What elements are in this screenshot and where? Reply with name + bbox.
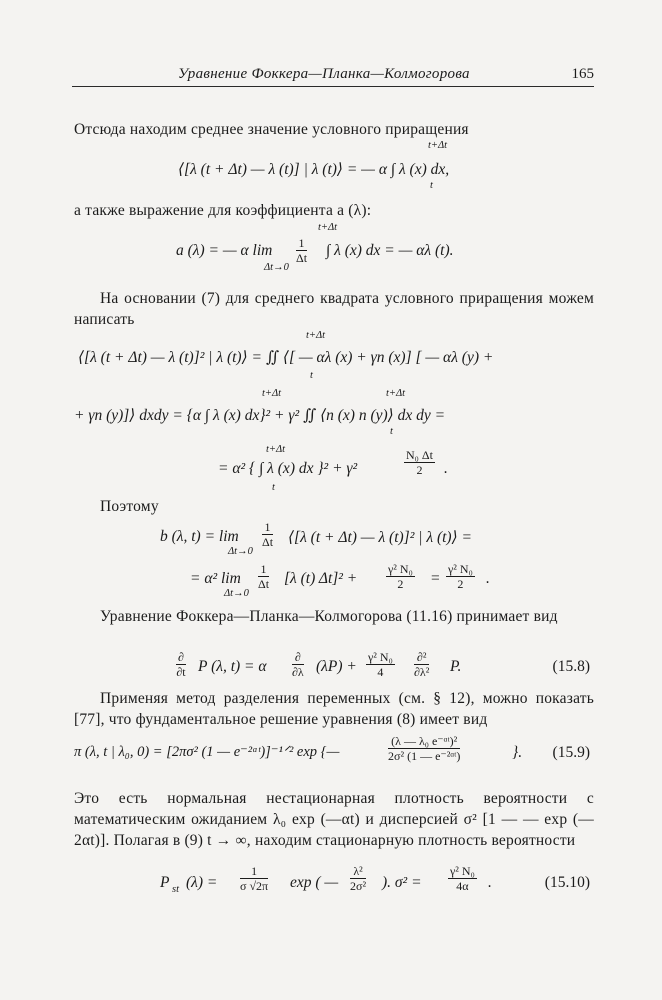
eq4b-fraction-1: $\frac{1}{\Delta t}$	[258, 562, 270, 591]
equation-6-close: }.	[512, 744, 523, 761]
eq7-fraction-1: $\frac{1}{\sigma √2\pi}$	[240, 864, 269, 893]
eq7-subscript: st	[172, 884, 180, 895]
eq3c-fraction: $\frac{\text{N₀ Δt}}{2}$	[406, 448, 433, 477]
paragraph-1: Отсюда находим среднее значение условного приращения	[74, 121, 469, 138]
equation-2-right: ∫ λ (x) dx = — αλ (t).	[326, 242, 454, 259]
eq2-lim-sub: Δt→0	[264, 262, 289, 273]
eq3c-upper-limit: t+Δt	[266, 444, 286, 455]
eq6-fraction: $\frac{\text{(λ — λ₀ e⁻ᵅᵗ)²}}{\text{2σ² (1 — e⁻²ᵅᵗ)}}$	[388, 734, 461, 763]
eq7-fraction-3: $\frac{\text{γ² N₀}}{4\alpha}$	[450, 864, 475, 893]
eq3b-upper-limit-1: t+Δt	[262, 388, 282, 399]
eq4a-lim-sub: Δt→0	[228, 546, 253, 557]
equation-5-c: P.	[450, 658, 462, 675]
eq4b-lim-sub: Δt→0	[224, 588, 249, 599]
equation-number-15-9: (15.9)	[552, 744, 590, 761]
equation-5-b: (λP) +	[316, 658, 357, 675]
eq5-fraction-3: $\frac{\text{γ² N₀}}{4}$	[368, 650, 393, 679]
paragraph-4: Поэтому	[100, 498, 159, 515]
equation-5-a: P (λ, t) = α	[198, 658, 267, 675]
eq1-lower-limit: t	[430, 180, 433, 191]
eq5-fraction-1: ∂ ∂t	[176, 650, 186, 679]
equation-7-b: exp ( —	[290, 874, 339, 891]
eq1-upper-limit: t+Δt	[428, 140, 448, 151]
equation-3c-left: = α² { ∫ λ (x) dx }² + γ²	[218, 460, 358, 477]
eq3c-lower-limit: t	[272, 482, 275, 493]
eq3a-upper-limit: t+Δt	[306, 330, 326, 341]
eq5-fraction-4: ∂² ∂λ²	[414, 650, 430, 679]
paragraph-3: На основании (7) для среднего квадрата условного приращения можем написать	[74, 290, 594, 328]
equation-6-left: π (λ, t | λ₀, 0) = [2πσ² (1 — e⁻²ᵅᵗ)]⁻¹ᐟ² exp {—	[74, 744, 340, 760]
eq3a-lower-limit: t	[310, 370, 313, 381]
paragraph-6: Применяя метод разделения переменных (см. § 12), можно показать [77], что фундаментальное решение уравнения (8) имеет вид	[74, 690, 594, 728]
equation-number-15-10: (15.10)	[544, 874, 590, 891]
paragraph-2: а также выражение для коэффициента a (λ):	[74, 202, 372, 219]
eq7-fraction-2: $\frac{\text{λ²}}{\text{2σ²}}$	[350, 864, 367, 893]
equation-7-c: ). σ² =	[382, 874, 422, 891]
running-title: Уравнение Фоккера—Планка—Колмогорова	[178, 66, 470, 82]
equation-7-a: (λ) =	[186, 874, 218, 891]
paragraph-7: Это есть нормальная нестационарная плотность вероятности с математическим ожиданием λ₀ exp (—αt) и дисперсией σ² [1 — — exp (—2αt)]. Полагая в (9) t → ∞, находим стационарную плотность вероятности	[74, 790, 594, 849]
equation-4a-right: ⟨[λ (t + Δt) — λ (t)]² | λ (t)⟩ =	[288, 529, 472, 546]
book-page: Уравнение Фоккера—Планка—Колмогорова 165 Отсюда находим среднее значение условного приращения t+Δt ⟨[λ (t + Δt) — λ (t)] | λ (t)⟩ = — α ∫ λ (x) dx, t а также выражение для коэффициента a (λ): t+Δt a (λ) = — α lim Δt→0 $\frac{1}{\Delta t}$ ∫ λ (x) dx = — αλ (t). На основании (7) для среднего квадрата условного приращения можем написать t+Δt ⟨[λ (t + Δt) — λ (t)]² | λ (t)⟩ = ∬ ⟨[ — αλ (x) + γn (x)] [ — αλ (y) + t t+Δt t+Δt + γn (y)]⟩ dxdy = {α ∫ λ (x) dx}² + γ² ∬ ⟨n (x) n (y)⟩ dx dy = t t+Δt = α² { ∫ λ (x) dx }² + γ² t $\frac{\text{N₀ Δt}}{2}$ . Поэтому b (λ, t) = lim Δt→0 $\frac{1}{\Delta t}$ ⟨[λ (t + Δt) — λ (t)]² | λ (t)⟩ = = α² lim Δt→0 $\frac{1}{\Delta t}$ [λ (t) Δt]² + $\frac{\text{γ² N₀}}{2}$ = $\frac{\text{γ² N₀}}{2}$ . Уравнение Фоккера—Планка—Колмогорова (11.16) принимает вид ∂ ∂t P (λ, t) = α ∂ ∂λ (λP) + $\frac{\text{γ² N₀}}{4}$ ∂² ∂λ² P. (15.8) Применяя метод разделения переменных (см. § 12), можно показать [77], что фундаментальное решение уравнения (8) имеет вид π (λ, t | λ₀, 0) = [2πσ² (1 — e⁻²ᵅᵗ)]⁻¹ᐟ² exp {— $\frac{\text{(λ — λ₀ e⁻ᵅᵗ)²}}{\text{2σ² (1 — e⁻²ᵅᵗ)}}$ }. (15.9) Это есть нормальная нестационарная плотность вероятности с математическим ожиданием λ₀ exp (—αt) и дисперсией σ² [1 — — exp (—2αt)]. Полагая в (9) t → ∞, находим стационарную плотность вероятности P st (λ) = $\frac{1}{\sigma √2\pi}$ exp ( — $\frac{\text{λ²}}{\text{2σ²}}$ ). σ² = $\frac{\text{γ² N₀}}{4\alpha}$ . (15.10)	[74, 66, 594, 895]
equation-3a: ⟨[λ (t + Δt) — λ (t)]² | λ (t)⟩ = ∬ ⟨[ — αλ (x) + γn (x)] [ — αλ (y) +	[78, 349, 494, 366]
page-number: 165	[571, 66, 594, 82]
eq2-fraction: $\frac{1}{\Delta t}$	[296, 236, 308, 265]
eq4b-fraction-2: $\frac{\text{γ² N₀}}{2}$	[388, 562, 413, 591]
eq3b-upper-limit-2: t+Δt	[386, 388, 406, 399]
eq3b-lower-limit: t	[390, 426, 393, 437]
paragraph-5: Уравнение Фоккера—Планка—Колмогорова (11.16) принимает вид	[100, 608, 558, 625]
equation-4a-left: b (λ, t) = lim	[160, 528, 239, 545]
page-header	[72, 64, 594, 86]
equation-7-p: P	[160, 874, 170, 891]
equation-1: ⟨[λ (t + Δt) — λ (t)] | λ (t)⟩ = — α ∫ λ (x) dx,	[178, 161, 450, 178]
equation-4b-eq: =	[430, 570, 441, 587]
equation-2-left: a (λ) = — α lim	[176, 242, 273, 259]
equation-4b-mid: [λ (t) Δt]² +	[284, 570, 358, 587]
equation-3b: + γn (y)]⟩ dxdy = {α ∫ λ (x) dx}² + γ² ∬ ⟨n (x) n (y)⟩ dx dy =	[74, 407, 446, 424]
eq2-upper-limit: t+Δt	[318, 222, 338, 233]
eq4a-fraction: $\frac{1}{\Delta t}$	[262, 520, 274, 549]
header-rule	[72, 86, 594, 87]
equation-number-15-8: (15.8)	[552, 658, 590, 675]
eq4b-fraction-3: $\frac{\text{γ² N₀}}{2}$	[448, 562, 473, 591]
eq5-fraction-2: ∂ ∂λ	[292, 650, 304, 679]
equation-4b-left: = α² lim	[190, 570, 241, 587]
